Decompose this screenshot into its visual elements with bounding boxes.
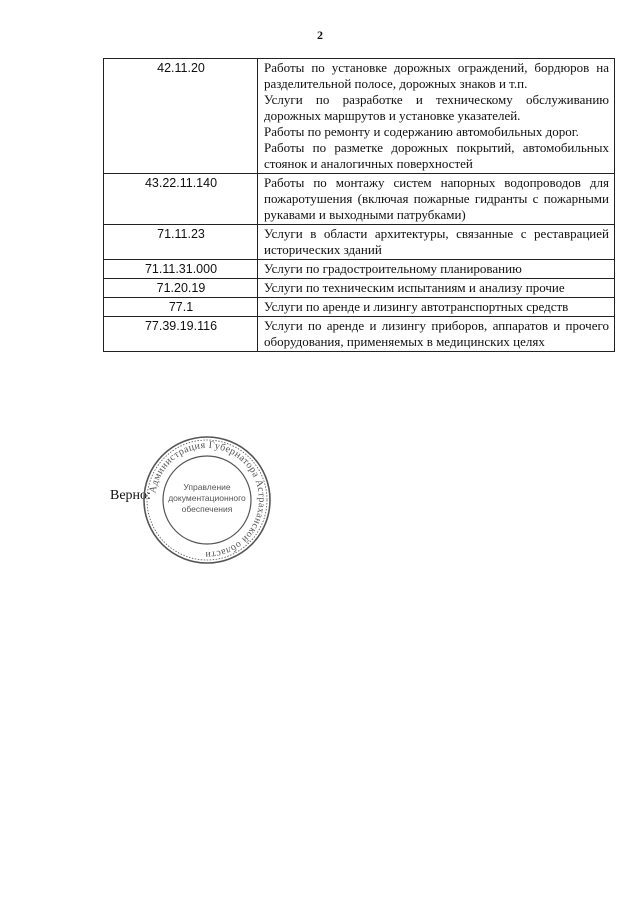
service-description [258, 260, 615, 279]
description-paragraph: Услуги по техническим испытаниям и анализу прочие [264, 280, 565, 295]
description-paragraph: Услуги по аренде и лизингу приборов, аппаратов и прочего оборудования, применяемых в медицинских целях [264, 318, 609, 349]
service-description [258, 174, 615, 225]
service-description [258, 298, 615, 317]
okpd-code: 71.20.19 [104, 279, 258, 298]
table-row [104, 260, 615, 279]
description-paragraph: Работы по разметке дорожных покрытий, автомобильных стоянок и аналогичных поверхностей [264, 140, 609, 171]
service-description [258, 317, 615, 352]
service-description [258, 59, 615, 174]
seal-graphic [141, 434, 273, 566]
codes-table-body [104, 59, 615, 352]
page-number: 2 [317, 28, 323, 42]
okpd-code: 77.1 [104, 298, 258, 317]
table-row [104, 279, 615, 298]
seal-ring-text: Администрация Губернатора Астраханской области [147, 439, 268, 561]
description-paragraph: Услуги в области архитектуры, связанные с реставрацией исторических зданий [264, 226, 609, 257]
codes-table [103, 58, 615, 352]
description-paragraph: Работы по установке дорожных ограждений, бордюров на разделительной полосе, дорожных знаков и т.п. [264, 60, 609, 91]
okpd-code: 43.22.11.140 [104, 174, 258, 225]
seal-center-line-1: Управление [183, 482, 231, 492]
okpd-code: 77.39.19.116 [104, 317, 258, 352]
service-description [258, 279, 615, 298]
description-paragraph: Услуги по градостроительному планированию [264, 261, 522, 276]
verno-label: Верно: [110, 488, 151, 503]
okpd-code: 71.11.31.000 [104, 260, 258, 279]
seal-center-line-3: обеспечения [181, 504, 233, 514]
official-seal [141, 434, 273, 566]
table-row [104, 59, 615, 174]
description-paragraph: Работы по ремонту и содержанию автомобильных дорог. [264, 124, 579, 139]
table-row [104, 225, 615, 260]
okpd-code: 71.11.23 [104, 225, 258, 260]
description-paragraph: Услуги по разработке и техническому обслуживанию дорожных маршрутов и установке указателей. [264, 92, 609, 123]
table-row [104, 298, 615, 317]
description-paragraph: Услуги по аренде и лизингу автотранспортных средств [264, 299, 569, 314]
table-row [104, 317, 615, 352]
okpd-code: 42.11.20 [104, 59, 258, 174]
description-paragraph: Работы по монтажу систем напорных водопроводов для пожаротушения (включая пожарные гидранты с пожарными рукавами и выходными патрубками) [264, 175, 609, 222]
service-description [258, 225, 615, 260]
seal-center-line-2: документационного [168, 493, 246, 503]
table-row [104, 174, 615, 225]
